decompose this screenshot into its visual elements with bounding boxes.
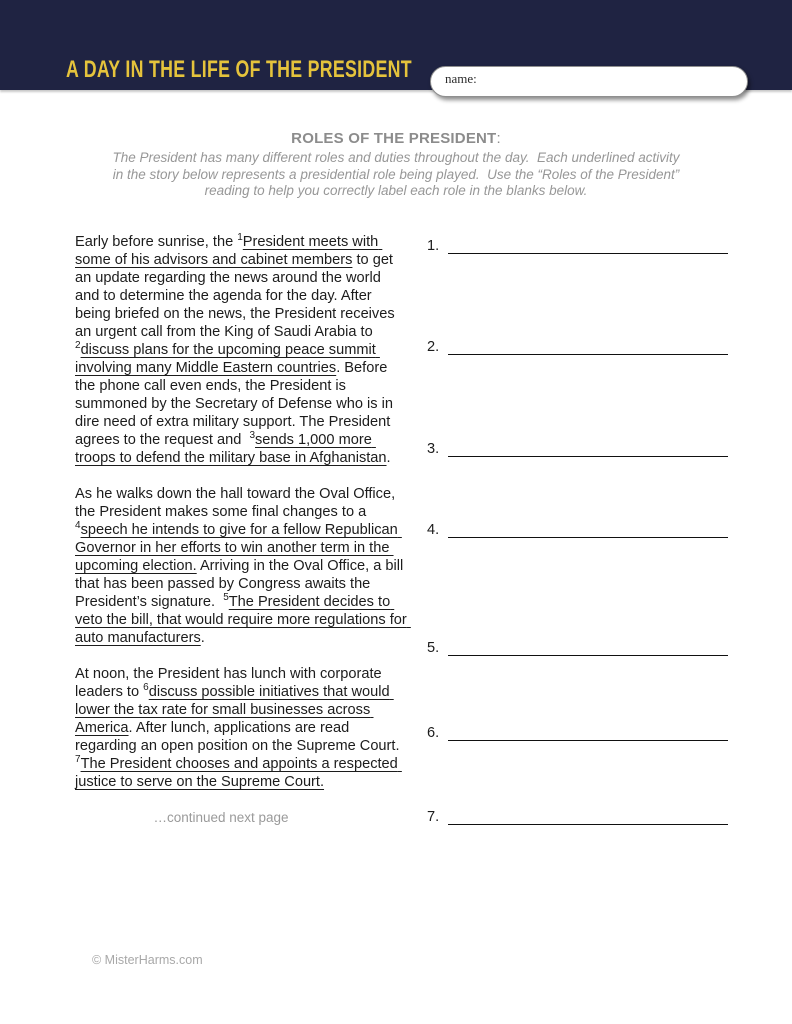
instructions-line: reading to help you correctly label each role in the blanks below. <box>204 183 588 198</box>
story-text: to get an update regarding the news around the world and to determine the agenda for the day. After being briefed on the news, the President receives an urgent call from the King of Saudi Arabia to <box>75 252 399 340</box>
section-heading <box>0 130 792 147</box>
blank-number: 7. <box>427 809 440 825</box>
name-field-label: name: <box>445 71 477 86</box>
answer-blank-row <box>427 522 728 538</box>
instructions-line: in the story below represents a presidential role being played. Use the “Roles of the President” <box>112 166 680 182</box>
story-text: Arriving in the Oval Office, a bill that has been passed by Congress awaits the President’s signature. <box>75 558 408 610</box>
story-paragraph <box>75 665 409 791</box>
answer-line[interactable] <box>448 640 728 656</box>
story-text: As he walks down the hall toward the Oval Office, the President makes some final changes to a <box>75 486 400 520</box>
answer-line[interactable] <box>448 339 728 355</box>
blank-number: 3. <box>427 441 440 457</box>
section-heading-text: ROLES OF THE PRESIDENT <box>291 130 497 147</box>
role-number-superscript: 5 <box>223 592 229 603</box>
continued-note: …continued next page <box>153 810 289 825</box>
role-number-superscript: 2 <box>75 340 81 351</box>
answer-line[interactable] <box>448 809 728 825</box>
story-paragraph <box>75 485 409 647</box>
blank-number: 4. <box>427 522 440 538</box>
section-heading-colon: : <box>496 130 501 147</box>
story-text: Early before sunrise, the <box>75 234 238 250</box>
answer-line[interactable] <box>448 725 728 741</box>
underlined-role-activity: sends 1,000 more troops to defend the military base in Afghanistan <box>75 432 387 466</box>
story-column <box>75 233 409 827</box>
story-paragraph <box>75 233 409 467</box>
answer-blank-row <box>427 725 728 741</box>
underlined-role-activity: President meets with some of his advisors and cabinet members <box>75 234 383 268</box>
role-number-superscript: 7 <box>75 754 81 765</box>
story-text: . After lunch, applications are read regarding an open position on the Supreme Court. <box>75 720 408 754</box>
story-text: . Before the phone call even ends, the President is summoned by the Secretary of Defense who is in dire need of extra military support. The President agrees to the request and <box>75 360 398 448</box>
role-number-superscript: 3 <box>249 430 255 441</box>
header-band <box>0 0 792 90</box>
instructions-text <box>0 150 792 200</box>
underlined-role-activity: speech he intends to give for a fellow Republican Governor in her efforts to win another term in the upcoming election. <box>75 522 402 574</box>
answer-blank-row <box>427 238 728 254</box>
underlined-role-activity: The President decides to veto the bill, that would require more regulations for auto manufacturers <box>75 594 411 646</box>
story-text: At noon, the President has lunch with corporate leaders to <box>75 666 386 700</box>
underlined-role-activity: The President chooses and appoints a respected justice to serve on the Supreme Court. <box>75 756 402 790</box>
blank-number: 2. <box>427 339 440 355</box>
story-text: . <box>200 630 205 646</box>
answer-blank-row <box>427 339 728 355</box>
story-text: . <box>386 450 391 466</box>
role-number-superscript: 1 <box>237 232 243 243</box>
underlined-role-activity: discuss possible initiatives that would lower the tax rate for small businesses across America <box>75 684 394 736</box>
instructions-section <box>0 130 792 200</box>
answer-blank-row <box>427 809 728 825</box>
name-field[interactable] <box>430 66 748 97</box>
underlined-role-activity: discuss plans for the upcoming peace summit involving many Middle Eastern countries <box>75 342 380 376</box>
answer-line[interactable] <box>448 441 728 457</box>
answer-line[interactable] <box>448 238 728 254</box>
answer-blank-row <box>427 441 728 457</box>
answer-line[interactable] <box>448 522 728 538</box>
page-title: A DAY IN THE LIFE OF THE PRESIDENT <box>66 56 412 83</box>
answer-blank-row <box>427 640 728 656</box>
footer-credit: © MisterHarms.com <box>92 953 203 967</box>
blank-number: 6. <box>427 725 440 741</box>
instructions-line: The President has many different roles and duties throughout the day. Each underlined activity <box>112 150 680 165</box>
blank-number: 1. <box>427 238 440 254</box>
role-number-superscript: 6 <box>143 682 149 693</box>
role-number-superscript: 4 <box>75 520 81 531</box>
blank-number: 5. <box>427 640 440 656</box>
